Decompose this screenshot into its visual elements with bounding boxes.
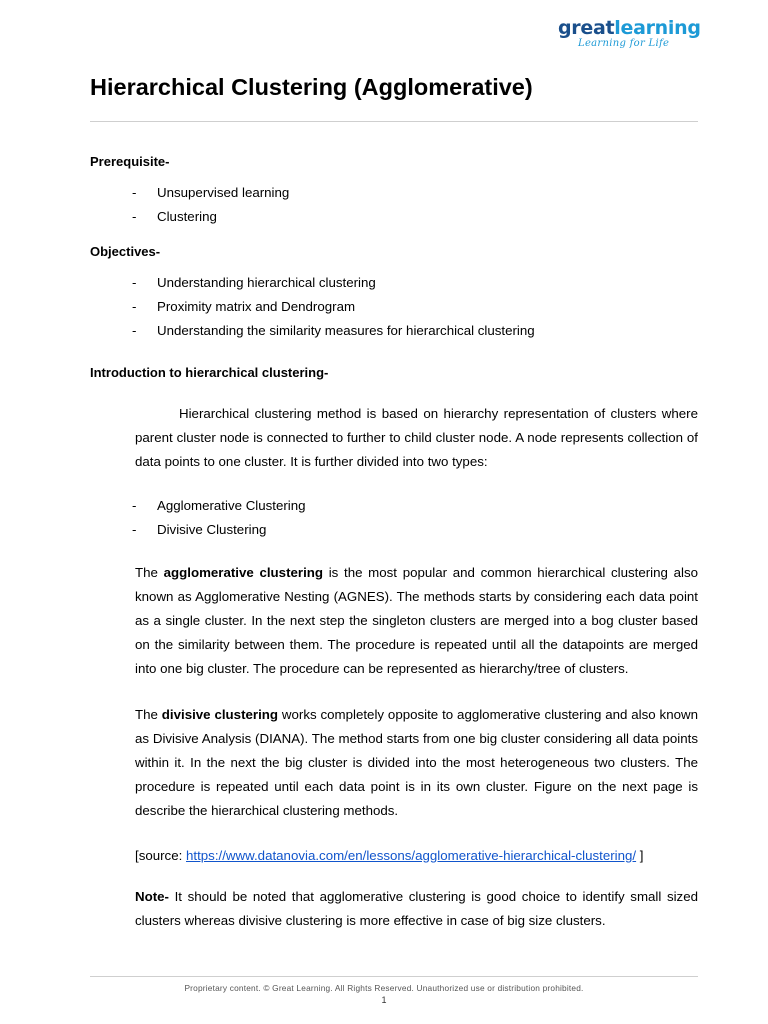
logo-great-text: great (558, 17, 615, 39)
objectives-list (132, 271, 535, 343)
agglomerative-lead: The (135, 565, 164, 580)
divisive-term: divisive clustering (161, 707, 279, 722)
list-dash: - (132, 275, 137, 290)
note-text: It should be noted that agglomerative clustering is good choice to identify small sized clusters whereas divisive clustering is more effective in case of big size clusters. (135, 889, 698, 929)
agglomerative-term: agglomerative clustering (163, 565, 324, 580)
logo-wordmark (558, 17, 701, 39)
note-paragraph (135, 885, 698, 933)
list-item-text: Proximity matrix and Dendrogram (157, 299, 356, 314)
note-label: Note- (135, 889, 169, 904)
agglomerative-text: is the most popular and common hierarchical clustering also known as Agglomerative Nesting (AGNES). The methods starts by considering each data point as a single cluster. In the next step the singleton clusters are merged into a bog cluster based on the similarity between them. The procedure is repeated until all the datapoints are merged into one big cluster. The procedure can be represented as hierarchy/tree of clusters. (135, 565, 698, 677)
divisive-paragraph (135, 703, 698, 823)
prerequisite-list (132, 181, 289, 229)
intro-paragraph (135, 402, 698, 474)
intro-heading: Introduction to hierarchical clustering- (90, 365, 329, 380)
logo-learning-text: learning (614, 17, 701, 39)
brand-logo (558, 17, 701, 50)
list-item-text: Divisive Clustering (157, 522, 267, 537)
list-dash: - (132, 209, 137, 224)
page-number: 1 (381, 995, 387, 1005)
list-item (132, 181, 289, 205)
list-item (132, 205, 289, 229)
source-link[interactable]: https://www.datanovia.com/en/lessons/agglomerative-hierarchical-clustering/ (186, 848, 637, 863)
list-item-text: Clustering (157, 209, 217, 224)
objectives-heading: Objectives- (90, 244, 161, 259)
types-list (132, 494, 306, 542)
list-item-text: Unsupervised learning (157, 185, 290, 200)
page-title: Hierarchical Clustering (Agglomerative) (90, 74, 533, 100)
intro-text: Hierarchical clustering method is based on hierarchy representation of clusters where parent cluster node is connected to further to child cluster node. A node represents collection of data points to one cluster. It is further divided into two types: (135, 406, 698, 470)
list-item (132, 518, 306, 542)
list-item (132, 271, 535, 295)
list-item (132, 295, 535, 319)
footer-text: Proprietary content. © Great Learning. All Rights Reserved. Unauthorized use or distribution prohibited. (184, 983, 584, 993)
list-dash: - (132, 299, 137, 314)
list-dash: - (132, 522, 137, 537)
list-item-text: Understanding the similarity measures for hierarchical clustering (157, 323, 535, 338)
list-dash: - (132, 185, 137, 200)
source-suffix: ] (636, 848, 644, 863)
list-item-text: Agglomerative Clustering (157, 498, 306, 513)
list-item (132, 319, 535, 343)
source-citation (135, 844, 698, 868)
agglomerative-paragraph (135, 561, 698, 681)
list-dash: - (132, 323, 137, 338)
list-item (132, 494, 306, 518)
title-divider (90, 121, 698, 122)
source-prefix: [source: (135, 848, 186, 863)
logo-tagline: Learning for Life (578, 38, 670, 49)
prerequisite-heading: Prerequisite- (90, 154, 170, 169)
divisive-text: works completely opposite to agglomerative clustering and also known as Divisive Analysis (DIANA). The method starts from one big cluster considering all data points within it. In the next the big cluster is divided into the most heterogeneous two clusters. The procedure is repeated until each data point is in its own cluster. Figure on the next page is describe the hierarchical clustering methods. (135, 707, 698, 819)
footer-divider (90, 976, 698, 977)
list-dash: - (132, 498, 137, 513)
divisive-lead: The (135, 707, 162, 722)
list-item-text: Understanding hierarchical clustering (157, 275, 376, 290)
